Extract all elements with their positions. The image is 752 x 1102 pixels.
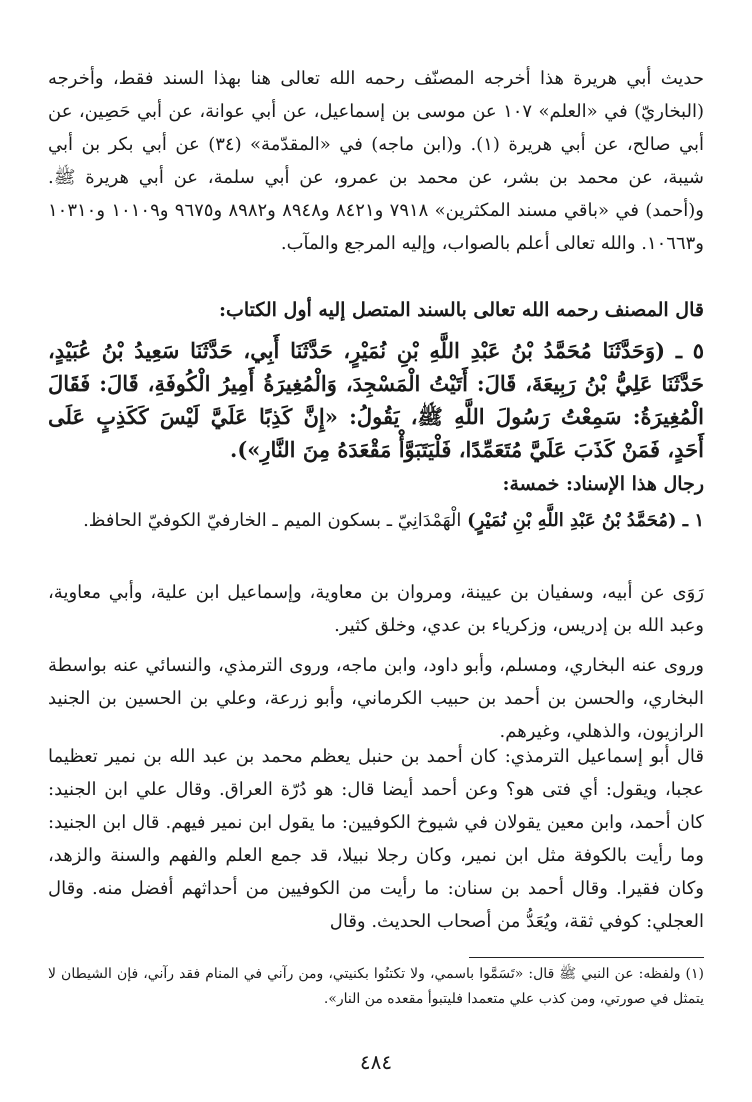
paragraph-students: وروى عنه البخاري، ومسلم، وأبو داود، وابن ماجه، وروى الترمذي، والنسائي عنه بواسطة البخاري، والحسن بن أحمد بن حبيب الكرماني، وأبو زرعة، وعلي بن الحسين بن الجنيد الرازيون، والذهلي، وغيرهم.	[48, 655, 704, 742]
page-number: ٤٨٤	[359, 1050, 393, 1074]
footnote-separator	[469, 957, 704, 958]
paragraph-praise: قال أبو إسماعيل الترمذي: كان أحمد بن حنبل يعظم محمد بن عبد الله بن نمير تعظيما عجبا، ويقول: أي فتى هو؟ وعن أحمد أيضا قال: هو دُرّة العراق. وقال علي ابن الجنيد: كان أحمد، وابن معين يقولان في شيوخ الكوفيين: ما يقول ابن نمير فيهم. قال ابن الجنيد: وما رأيت بالكوفة مثل ابن نمير، وكان رجلا نبيلا، قد جمع العلم والفهم والسنة والزهد، وكان فقيرا. وقال أحمد بن سنان: ما رأيت من الكوفيين من أحداثهم أفضل منه. وقال العجلي: كوفي ثقة، ويُعَدُّ من أصحاب الحديث. وقال	[48, 746, 704, 932]
narrator-entry	[48, 504, 704, 537]
narrators-heading: رجال هذا الإسناد: خمسة:	[502, 473, 704, 495]
hadith-text: ٥ ـ (وَحَدَّثَنَا مُحَمَّدُ بْنُ عَبْدِ اللَّهِ بْنِ نُمَيْرٍ، حَدَّثَنَا أَبِي، حَدَّثَنَا سَعِيدُ بْنُ عُبَيْدٍ، حَدَّثَنَا عَلِيُّ بْنُ رَبِيعَةَ، قَالَ: أَتَيْتُ الْمَسْجِدَ، وَالْمُغِيرَةُ أَمِيرُ الْكُوفَةِ، قَالَ: فَقَالَ الْمُغِيرَةُ: سَمِعْتُ رَسُولَ اللَّهِ ﷺ، يَقُولُ: «إِنَّ كَذِبًا عَلَيَّ لَيْسَ كَكَذِبٍ عَلَى أَحَدٍ، فَمَنْ كَذَبَ عَلَيَّ مُتَعَمِّدًا، فَلْيَتَبَوَّأْ مَقْعَدَهُ مِنَ النَّارِ»).	[48, 338, 704, 462]
narrator-name: ١ ـ (مُحَمَّدُ بْنُ عَبْدِ اللَّهِ بْنِ نُمَيْرٍ)	[467, 510, 704, 531]
section-heading: قال المصنف رحمه الله تعالى بالسند المتصل إليه أول الكتاب:	[218, 299, 704, 321]
paragraph-teachers: رَوَى عن أبيه، وسفيان بن عيينة، ومروان بن معاوية، وإسماعيل ابن علية، وأبي معاوية، وعبد الله بن إدريس، وزكرياء بن عدي، وخلق كثير.	[48, 582, 704, 636]
intro-paragraph: حديث أبي هريرة هذا أخرجه المصنّف رحمه الله تعالى هنا بهذا السند فقط، وأخرجه (البخاريّ) في «العلم» ١٠٧ عن موسى بن إسماعيل، عن أبي عوانة، عن أبي حَصِين، عن أبي صالح، عن أبي هريرة (١). و(ابن ماجه) في «المقدّمة» (٣٤) عن أبي بكر بن أبي شيبة، عن محمد بن بشر، عن محمد بن عمرو، عن أبي سلمة، عن أبي هريرة ﷺ. و(أحمد) في «باقي مسند المكثرين» ٧٩١٨ و٨٤٢١ و٨٩٤٨ و٨٩٨٢ و٩٦٧٥ و١٠١٠٩ و١٠٣١٠ و١٠٦٦٣. والله تعالى أعلم بالصواب، وإليه المرجع والمآب.	[48, 68, 704, 254]
footnote: (١) ولفظه: عن النبي ﷺ قال: «تَسَمَّوا باسمي، ولا تكتنُوا بكنيتي، ومن رآني في المنام فقد رآني، فإن الشيطان لا يتمثل في صورتي، ومن كذب علي متعمدا فليتبوأ مقعده من النار».	[48, 966, 705, 1007]
narrator-description: الْهَمْدَانِيّ ـ بسكون الميم ـ الخارفيّ الكوفيّ الحافظ.	[83, 510, 468, 531]
